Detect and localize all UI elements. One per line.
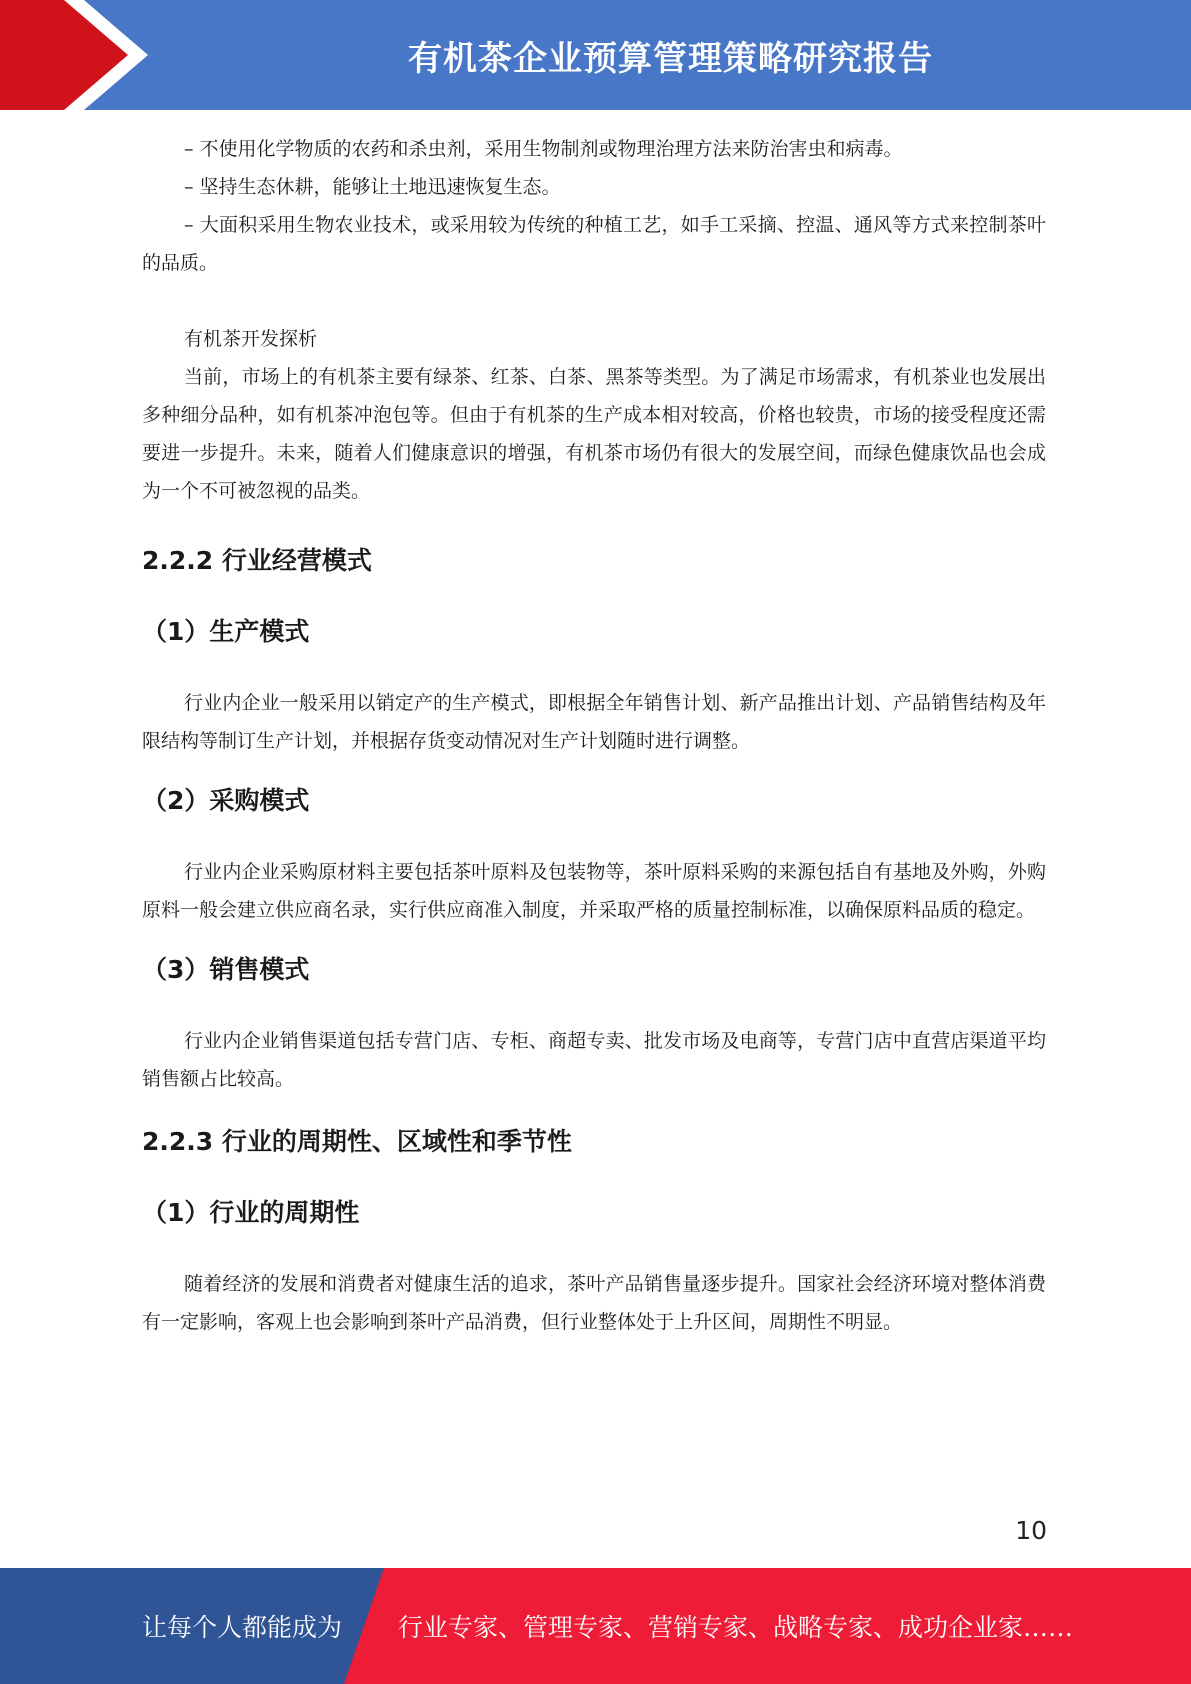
footer-slogan-right: 行业专家、管理专家、营销专家、战略专家、成功企业家…… bbox=[398, 1613, 1074, 1642]
body-paragraph: 随着经济的发展和消费者对健康生活的追求，茶叶产品销售量逐步提升。国家社会经济环境对整体消费有一定影响，客观上也会影响到茶叶产品消费，但行业整体处于上升区间，周期性不明显。 bbox=[142, 1273, 1046, 1333]
page-header bbox=[0, 0, 1191, 110]
footer-slogan-left: 让每个人都能成为 bbox=[142, 1613, 343, 1642]
page-footer bbox=[0, 1568, 1191, 1684]
bullet-item: – 坚持生态休耕，能够让土地迅速恢复生态。 bbox=[184, 176, 561, 198]
body-paragraph: 行业内企业采购原材料主要包括茶叶原料及包装物等，茶叶原料采购的来源包括自有基地及外购，外购原料一般会建立供应商名录，实行供应商准入制度，并采取严格的质量控制标准，以确保原料品质的稳定。 bbox=[142, 861, 1046, 921]
section-heading: 2.2.3 行业的周期性、区域性和季节性 bbox=[142, 1127, 572, 1156]
document-body bbox=[142, 130, 1046, 1341]
bullet-item: – 不使用化学物质的农药和杀虫剂，采用生物制剂或物理治理方法来防治害虫和病毒。 bbox=[184, 138, 903, 160]
header-title: 有机茶企业预算管理策略研究报告 bbox=[408, 38, 933, 79]
subsection-heading: （1）行业的周期性 bbox=[142, 1198, 360, 1227]
subsection-label: 有机茶开发探析 bbox=[184, 328, 318, 350]
header-arrow-decoration bbox=[0, 0, 200, 110]
body-paragraph: 行业内企业销售渠道包括专营门店、专柜、商超专卖、批发市场及电商等，专营门店中直营店渠道平均销售额占比较高。 bbox=[142, 1030, 1046, 1090]
subsection-heading: （1）生产模式 bbox=[142, 617, 310, 646]
subsection-heading: （2）采购模式 bbox=[142, 786, 310, 815]
section-heading: 2.2.2 行业经营模式 bbox=[142, 546, 372, 575]
page-number: 10 bbox=[1015, 1516, 1047, 1545]
bullet-item: – 大面积采用生物农业技术，或采用较为传统的种植工艺，如手工采摘、控温、通风等方式来控制茶叶的品质。 bbox=[142, 214, 1046, 274]
subsection-heading: （3）销售模式 bbox=[142, 955, 310, 984]
body-paragraph: 行业内企业一般采用以销定产的生产模式，即根据全年销售计划、新产品推出计划、产品销售结构及年限结构等制订生产计划，并根据存货变动情况对生产计划随时进行调整。 bbox=[142, 692, 1046, 752]
body-paragraph: 当前，市场上的有机茶主要有绿茶、红茶、白茶、黑茶等类型。为了满足市场需求，有机茶业也发展出多种细分品种，如有机茶冲泡包等。但由于有机茶的生产成本相对较高，价格也较贵，市场的接受程度还需要进一步提升。未来，随着人们健康意识的增强，有机茶市场仍有很大的发展空间，而绿色健康饮品也会成为一个不可被忽视的品类。 bbox=[142, 366, 1046, 502]
